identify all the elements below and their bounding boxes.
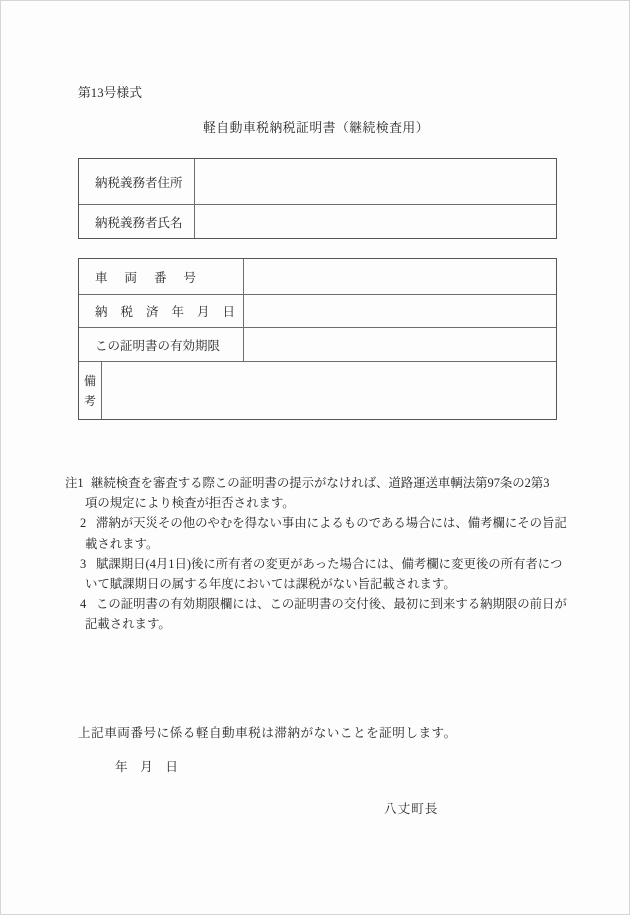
taxpayer-name-value [195, 205, 556, 238]
taxpayer-table [78, 158, 557, 239]
remarks-label-char: 考 [83, 393, 96, 408]
vehicle-number-label: 車両番号 [79, 259, 244, 294]
taxpayer-name-label: 納税義務者氏名 [79, 205, 195, 238]
note-2-line-1 [65, 513, 565, 533]
note-2-number: 2 [80, 516, 87, 531]
date-line: 年 月 日 [115, 760, 178, 774]
table-row [79, 259, 556, 294]
tax-paid-date-label: 納税済年月日 [79, 295, 244, 327]
vehicle-number-value [244, 259, 556, 294]
notes-section [65, 473, 565, 635]
remarks-label [79, 362, 102, 419]
vehicle-table [78, 258, 557, 420]
table-row [79, 204, 556, 238]
note-4-line-1 [65, 594, 565, 614]
table-row-remarks [79, 361, 556, 419]
note-2-line-2: 載されます。 [85, 536, 159, 551]
table-row [79, 327, 556, 361]
note-3-number: 3 [80, 556, 87, 571]
note-3-text: 賦課期日(4月1日)後に所有者の変更があった場合には、備考欄に変更後の所有者につ [96, 556, 563, 571]
note-1-line-2: 項の規定により検査が拒否されます。 [85, 496, 295, 511]
note-4-text: この証明書の有効期限欄には、この証明書の交付後、最初に到来する納期限の前日が [96, 597, 567, 612]
certification-statement: 上記車両番号に係る軽自動車税は滞納がないことを証明します。 [78, 726, 457, 740]
note-1-text: 継続検査を審査する際この証明書の提示がなければ、道路運送車輌法第97条の2第3 [91, 476, 550, 490]
table-row [79, 159, 556, 204]
tax-paid-date-value [244, 295, 556, 327]
validity-period-label: この証明書の有効期限 [79, 328, 244, 361]
note-3-line-2: いて賦課期日の属する年度においては課税がない旨記載されます。 [85, 576, 456, 591]
taxpayer-address-value [195, 159, 556, 204]
remarks-label-char: 備 [83, 373, 96, 388]
taxpayer-address-label: 納税義務者住所 [79, 159, 195, 204]
validity-period-value [244, 328, 556, 361]
remarks-value [102, 362, 556, 419]
note-3-line-1 [65, 554, 565, 574]
note-4-number: 4 [80, 597, 87, 612]
table-row [79, 294, 556, 327]
issuer-title: 八丈町長 [384, 802, 439, 816]
form-number: 第13号様式 [78, 86, 142, 100]
note-2-text: 滞納が天災その他のやむを得ない事由によるものである場合には、備考欄にその旨記 [96, 516, 567, 531]
note-4-line-2: 記載されます。 [85, 617, 171, 632]
note-1-line-1 [65, 473, 565, 493]
note-1-number: 注1 [65, 476, 84, 490]
document-title: 軽自動車税納税証明書（継続検査用） [202, 121, 430, 135]
